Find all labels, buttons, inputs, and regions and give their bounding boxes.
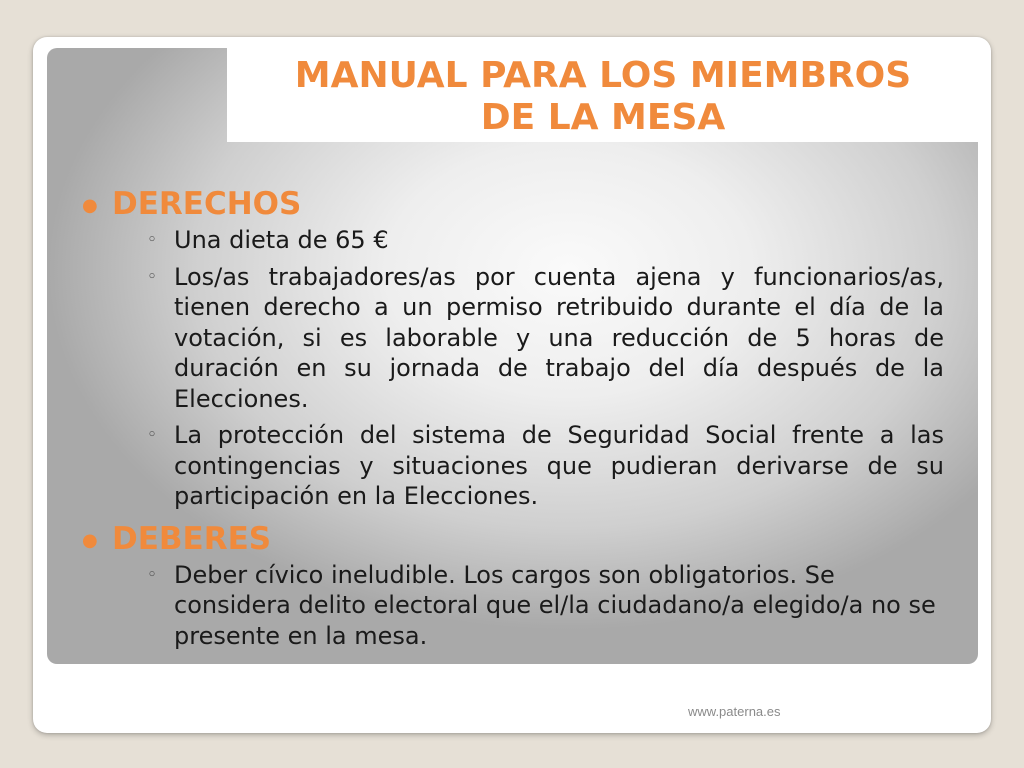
list-item <box>142 560 944 652</box>
list-item-text: Una dieta de 65 € <box>174 226 389 254</box>
circle-bullet-icon: ◦ <box>147 564 158 585</box>
slide-body <box>82 185 944 651</box>
section-heading: DEBERES <box>112 520 272 557</box>
bullet-dot-icon: ● <box>82 529 98 551</box>
list-item <box>142 420 944 512</box>
content-panel <box>47 48 978 664</box>
slide <box>33 37 991 733</box>
footer-url: www.paterna.es <box>688 704 781 719</box>
title-box <box>227 48 979 142</box>
list-item-text: Los/as trabajadores/as por cuenta ajena y funcionarios/as, tienen derecho a un permiso retribuido durante el día de la votación, si es laborable y una reducción de 5 horas de duración en su jornada de trabajo del día después de la Elecciones. <box>174 262 944 413</box>
list-item <box>142 225 944 256</box>
circle-bullet-icon: ◦ <box>147 230 158 250</box>
list-item-text: Deber cívico ineludible. Los cargos son obligatorios. Se considera delito electoral que el/la ciudadano/a elegido/a no se presente en la mesa. <box>174 560 936 650</box>
bullet-dot-icon: ● <box>82 195 98 216</box>
slide-title-line-1: MANUAL PARA LOS MIEMBROS <box>294 55 912 96</box>
circle-bullet-icon: ◦ <box>147 425 158 445</box>
list-item <box>142 262 944 415</box>
circle-bullet-icon: ◦ <box>147 266 158 287</box>
deberes-list <box>112 560 944 652</box>
derechos-list <box>112 225 944 512</box>
list-item-text: La protección del sistema de Seguridad Social frente a las contingencias y situaciones que pudieran derivarse de su participación en la Elecciones. <box>174 421 944 510</box>
section-deberes <box>82 520 944 652</box>
section-heading: DERECHOS <box>112 186 302 222</box>
slide-title-line-2: DE LA MESA <box>480 97 726 138</box>
section-derechos <box>82 185 944 512</box>
